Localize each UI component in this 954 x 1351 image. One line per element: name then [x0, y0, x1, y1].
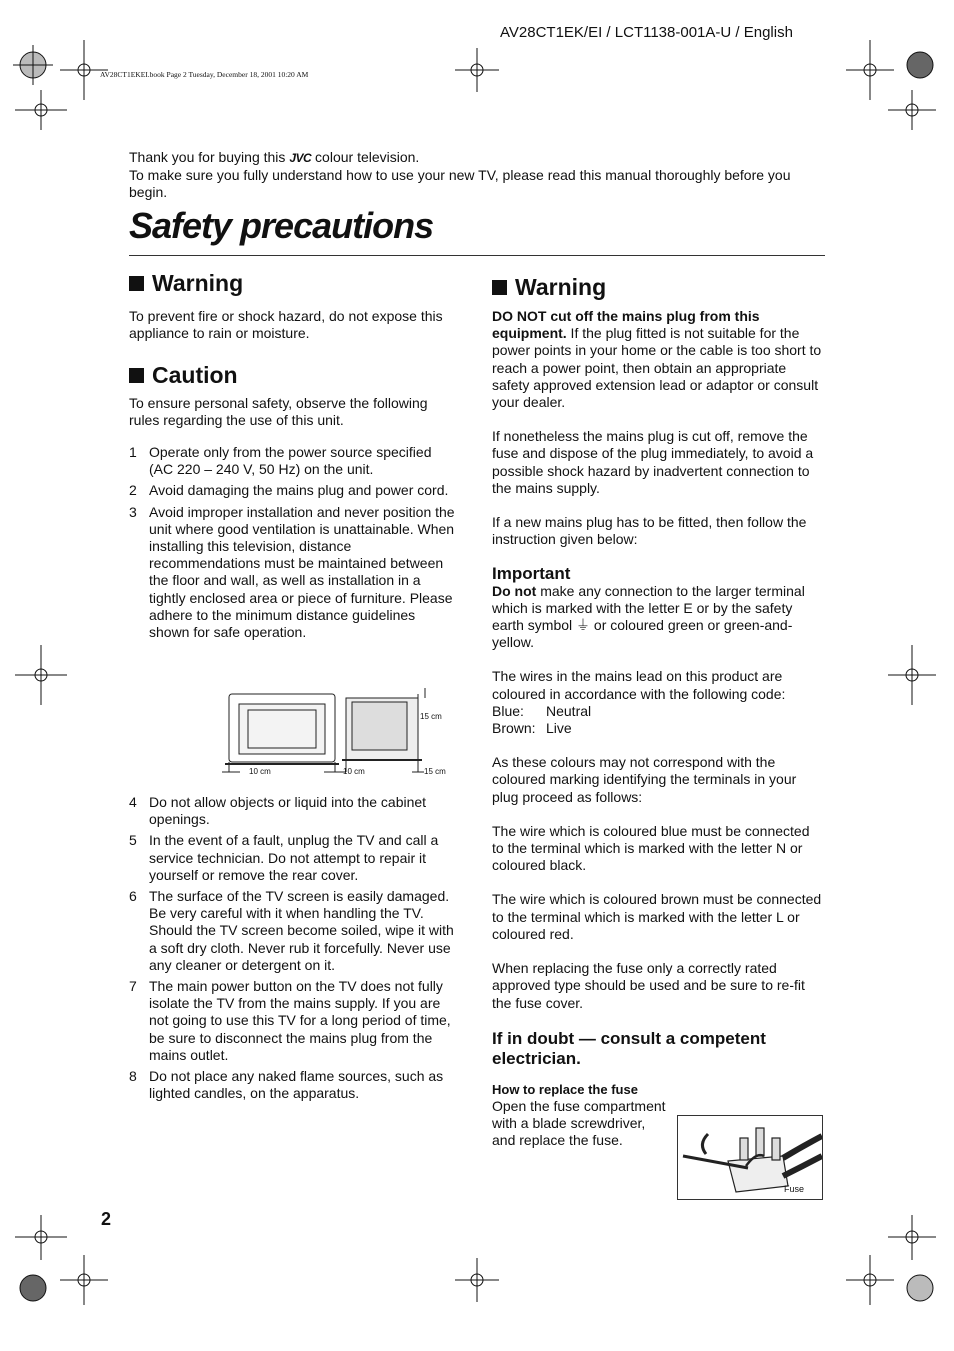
list-item: [129, 832, 459, 884]
item-text: Avoid improper installation and never position the unit where good ventilation is unattainable. When installing this television, distance recommendations must be maintained between the floor and wall, as well as installation in a tightly enclosed area or piece of furniture. Please adhere to the minimum distance guidelines shown for safe operation.: [149, 503, 455, 641]
paragraph-new-plug: If a new mains plug has to be fitted, then follow the instruction given below:: [492, 514, 807, 548]
bold-text: Do not: [492, 582, 537, 599]
list-item: [129, 482, 459, 499]
fuse-heading: How to replace the fuse: [492, 1081, 638, 1097]
left-warning-text: To prevent fire or shock hazard, do not expose this appliance to rain or moisture.: [129, 308, 443, 342]
doubt-heading: If in doubt — consult a competent electrician.: [492, 1028, 766, 1068]
caution-list-b: [129, 794, 459, 1106]
square-bullet-icon: [129, 368, 144, 383]
label-right-15cm: 15 cm: [424, 767, 446, 776]
item-number: 2: [129, 482, 137, 499]
model-header: AV28CT1EK/EI / LCT1138-001A-U / English: [500, 24, 793, 41]
code-label: Brown:: [492, 720, 536, 737]
heading-label: Warning: [152, 270, 244, 296]
caution-list-a: [129, 444, 459, 645]
fuse-instructions: Open the fuse compartment with a blade screwdriver, and replace the fuse.: [492, 1097, 666, 1149]
important-heading: Important: [492, 564, 571, 584]
item-text: Avoid damaging the mains plug and power cord.: [149, 482, 449, 499]
item-number: 7: [129, 978, 137, 995]
intro-text-pre: Thank you for buying this: [129, 149, 286, 165]
paragraph-colour-mismatch: As these colours may not correspond with the coloured marking identifying the terminals in your plug proceed as follows:: [492, 754, 797, 805]
caution-intro: To ensure personal safety, observe the following rules regarding the use of this unit.: [129, 395, 428, 429]
item-text: Do not allow objects or liquid into the cabinet openings.: [149, 794, 427, 828]
bold-text: DO NOT cut off the mains plug from this equipment.: [492, 308, 760, 342]
item-text: The main power button on the TV does not fully isolate the TV from the mains supply. If you are not going to use this TV for a long period of time, be sure to disconnect the mains plug from the mains outlet.: [149, 978, 451, 1063]
paragraph-earth: [492, 583, 824, 652]
fuse-label: Fuse: [784, 1184, 805, 1194]
right-warning-heading: [492, 274, 606, 301]
fuse-illustration: [677, 1115, 823, 1200]
list-item: [129, 978, 459, 1064]
item-number: 1: [129, 444, 137, 460]
intro-text-post: colour television.: [315, 149, 420, 165]
paragraph-blue-wire: The wire which is coloured blue must be connected to the terminal which is marked with the letter N or coloured black.: [492, 822, 810, 874]
paragraph-fuse-replace: When replacing the fuse only a correctly rated approved type should be used and be sure to re-fit the fuse cover.: [492, 960, 805, 1011]
list-item: [129, 888, 459, 974]
blue-code-line: [492, 703, 824, 720]
list-item: [129, 794, 459, 828]
paragraph-dispose: If nonetheless the mains plug is cut off, remove the fuse and dispose of the plug immediately, to avoid a possible shock hazard by inadvertent connection to the mains supply.: [492, 428, 814, 496]
heading-label: Warning: [515, 274, 607, 300]
intro-line-2: To make sure you fully understand how to use your new TV, please read this manual thoroughly before you begin.: [129, 167, 791, 200]
code-value: Neutral: [546, 702, 592, 719]
square-bullet-icon: [129, 276, 144, 291]
book-info: AV28CT1EKEI.book Page 2 Tuesday, December 18, 2001 10:20 AM: [100, 70, 309, 79]
item-text: Operate only from the power source specified (AC 220 – 240 V, 50 Hz) on the unit.: [149, 444, 432, 478]
item-number: 5: [129, 832, 137, 849]
label-left-10cm: 10 cm: [249, 767, 271, 776]
label-top-15cm: 15 cm: [420, 712, 442, 721]
label-mid-10cm: 10 cm: [343, 767, 365, 776]
item-number: 6: [129, 888, 137, 905]
intro-line-1: [129, 149, 829, 167]
paragraph-text: make any connection to the larger terminal which is marked with the letter E or by the safety earth symbol ⏚ or coloured green or green-and-yellow.: [492, 582, 805, 651]
paragraph-cut-plug: [492, 308, 824, 411]
item-text: Do not place any naked flame sources, such as lighted candles, on the apparatus.: [149, 1068, 444, 1102]
paragraph-brown-wire: The wire which is coloured brown must be connected to the terminal which is marked with the letter L or coloured red.: [492, 891, 822, 942]
item-number: 8: [129, 1068, 137, 1085]
caution-heading: [129, 362, 238, 389]
item-text: The surface of the TV screen is easily damaged. Be very careful with it when handling the TV. Should the TV screen become soiled, wipe it with a soft dry cloth. Never rub it forcefully. Never use any cleaner or detergent on it.: [149, 888, 454, 973]
code-label: Blue:: [492, 702, 524, 719]
right-warning-body: [492, 308, 824, 1150]
heading-label: Caution: [152, 362, 238, 388]
brown-code-line: [492, 720, 824, 737]
title-divider: [129, 255, 825, 256]
code-value: Live: [546, 720, 572, 737]
jvc-logo: JVC: [289, 151, 312, 165]
item-number: 4: [129, 794, 137, 810]
list-item: [129, 444, 459, 478]
list-item: [129, 1068, 459, 1102]
paragraph-text: If the plug fitted is not suitable for the power points in your home or the cable is too short to reach a power point, then obtain an appropriate safety approved extension lead or adaptor or consult your dealer.: [492, 325, 822, 411]
list-item: [129, 504, 459, 642]
page-title: Safety precautions: [129, 205, 434, 246]
item-number: 3: [129, 503, 137, 520]
left-warning-heading: [129, 270, 243, 297]
paragraph-wire-code: The wires in the mains lead on this product are coloured in accordance with the following code:: [492, 668, 786, 702]
item-text: In the event of a fault, unplug the TV and call a service technician. Do not attempt to repair it yourself or remove the rear cover.: [149, 832, 439, 883]
page-number: 2: [101, 1209, 112, 1229]
square-bullet-icon: [492, 280, 507, 295]
intro: [129, 149, 829, 201]
clearance-diagram: [222, 686, 458, 781]
